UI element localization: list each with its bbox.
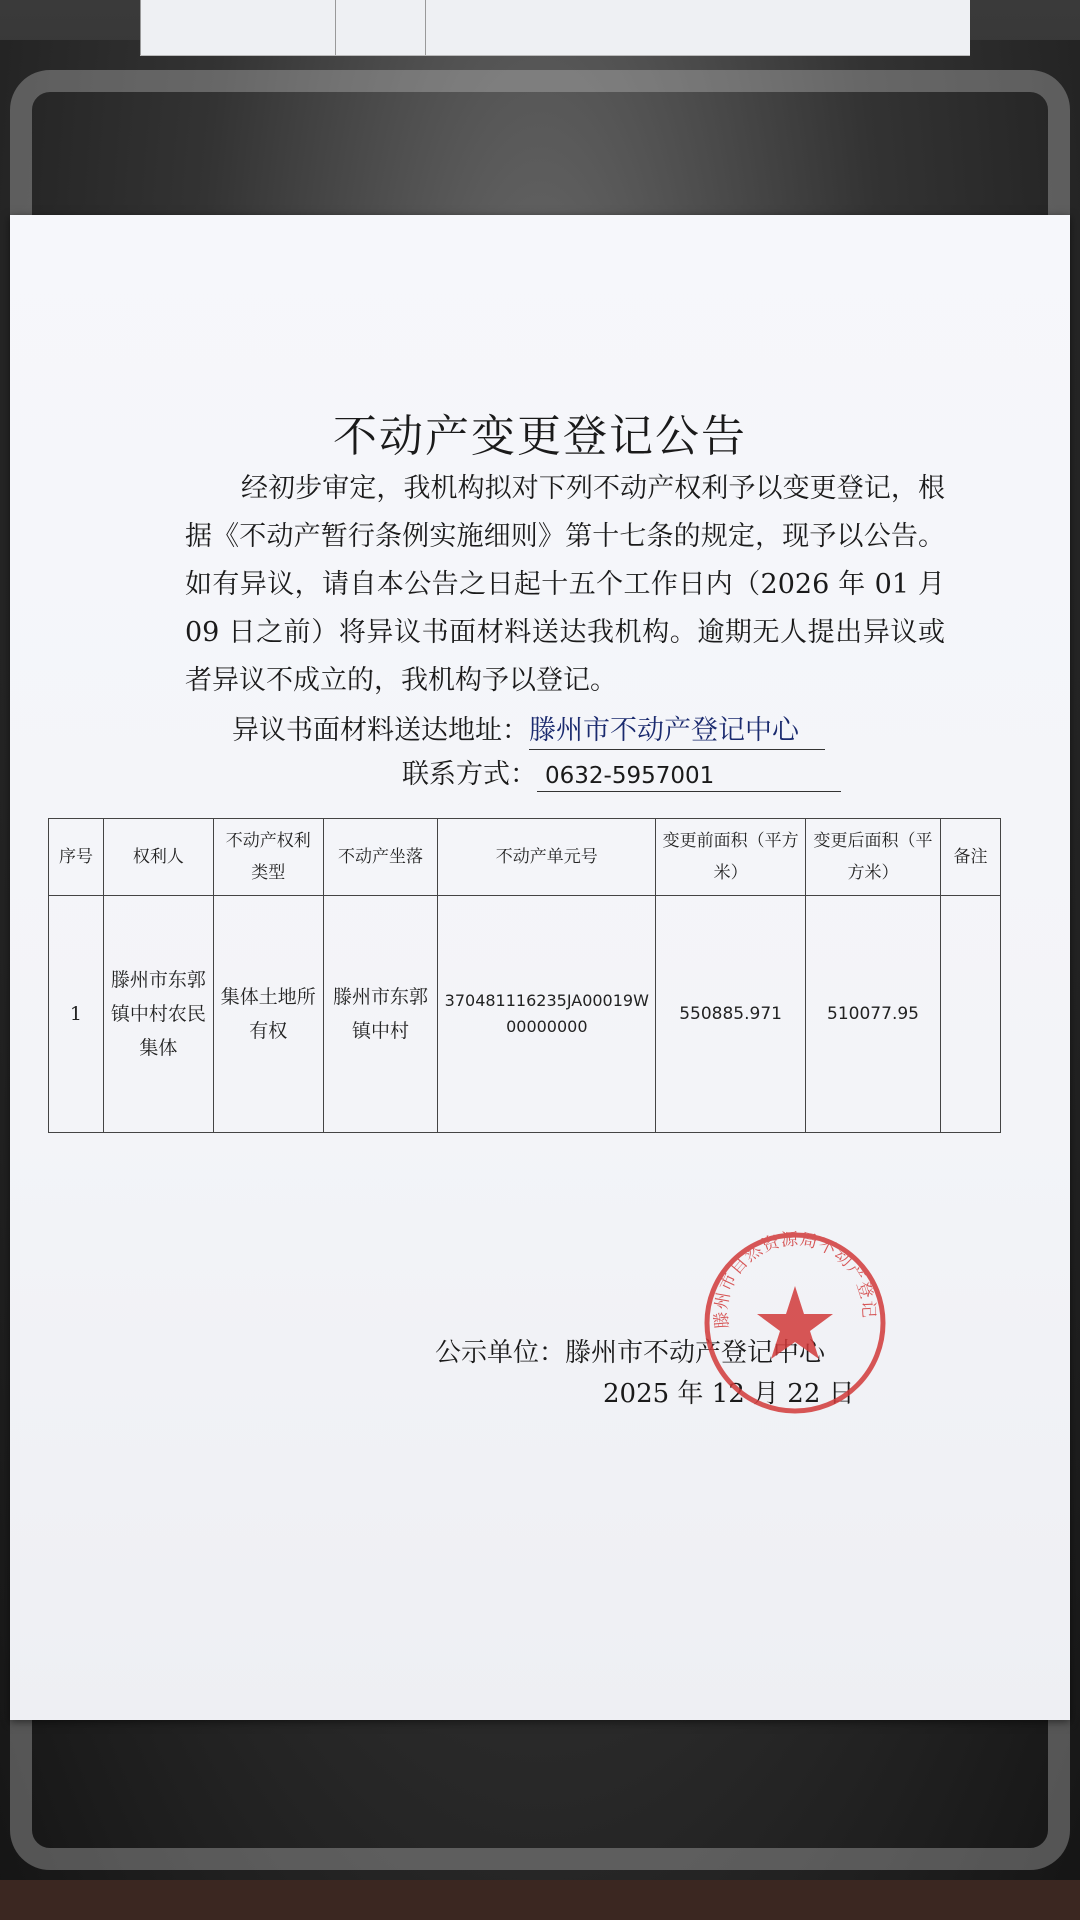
header-owner: 权利人 <box>103 819 213 896</box>
official-seal <box>700 1228 890 1418</box>
table-header-row <box>49 819 1001 896</box>
cell-location: 滕州市东郭镇中村 <box>323 896 438 1133</box>
notice-body: 经初步审定，我机构拟对下列不动产权利予以变更登记，根据《不动产暂行条例实施细则》第十七条的规定，现予以公告。如有异议，请自本公告之日起十五个工作日内（2026 年 01 月 09 日之前）将异议书面材料送达我机构。逾期无人提出异议或者异议不成立的，我机构予以登记。 <box>185 473 945 696</box>
header-index: 序号 <box>49 819 104 896</box>
address-line <box>232 708 825 750</box>
cell-unit-no: 370481116235JA00019W00000000 <box>438 896 656 1133</box>
header-area-before: 变更前面积（平方米） <box>656 819 806 896</box>
cell-area-after: 510077.95 <box>806 896 941 1133</box>
publisher-unit: 公示单位：滕州市不动产登记中心 <box>435 1338 826 1368</box>
header-unit-no: 不动产单元号 <box>438 819 656 896</box>
header-right-type: 不动产权利类型 <box>213 819 323 896</box>
publish-date: 2025 年 12 月 22 日 <box>603 1379 855 1409</box>
header-remark: 备注 <box>940 819 1000 896</box>
header-location: 不动产坐落 <box>323 819 438 896</box>
registration-table <box>48 818 1001 1133</box>
cell-index: 1 <box>49 896 104 1133</box>
contact-value: 0632-5957001 <box>537 763 841 792</box>
cell-area-before: 550885.971 <box>656 896 806 1133</box>
contact-label: 联系方式： <box>402 759 537 790</box>
cell-owner: 滕州市东郭镇中村农民集体 <box>103 896 213 1133</box>
board-bottom-edge <box>0 1880 1080 1920</box>
background-sheet <box>140 0 970 56</box>
header-area-after: 变更后面积（平方米） <box>806 819 941 896</box>
cell-remark <box>940 896 1000 1133</box>
seal-text: 滕州市自然资源局不动产登记 <box>711 1229 879 1330</box>
cell-right-type: 集体土地所有权 <box>213 896 323 1133</box>
address-value: 滕州市不动产登记中心 <box>529 708 825 750</box>
table-row <box>49 896 1001 1133</box>
seal-star-icon <box>757 1286 833 1359</box>
notice-title: 不动产变更登记公告 <box>333 411 747 462</box>
contact-line <box>402 752 841 792</box>
address-label: 异议书面材料送达地址： <box>232 715 529 746</box>
